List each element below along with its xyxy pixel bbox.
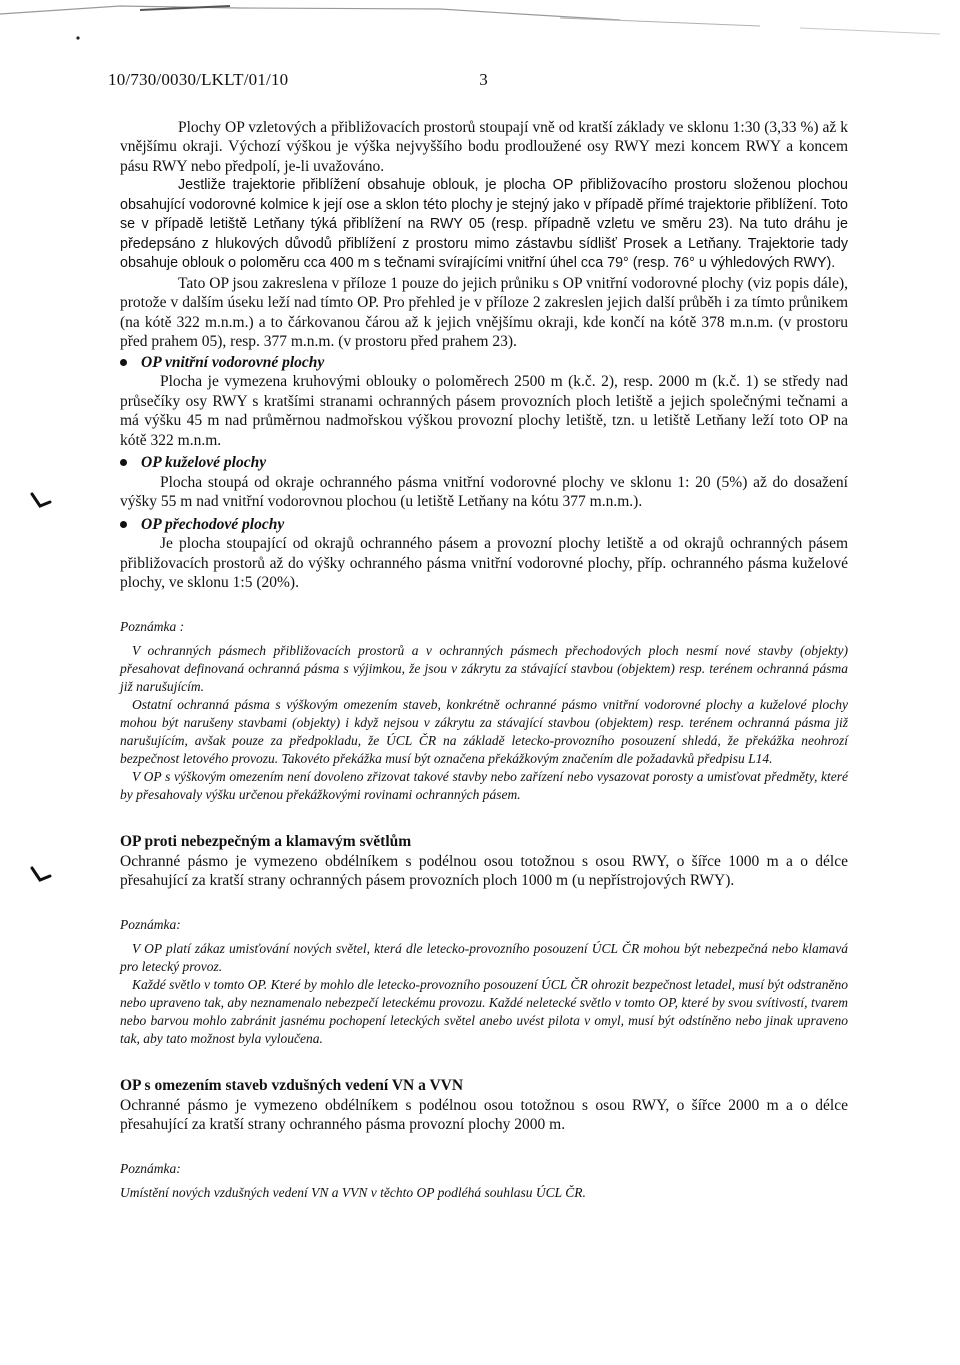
note-paragraph: V ochranných pásmech přibližovacích prostorů a v ochranných pásmech přechodových ploch nesmí nové stavby (objekty) přesahovat definovaná ochranná pásma s výjimkou, že jsou v zákrytu za stávající stavbou (objektem) resp. terénem ochranná pásma již narušujícím. [120,643,848,694]
bullet-title: OP kuželové plochy [120,453,848,473]
bullet-item [108,353,848,451]
intro-paragraph: Jestliže trajektorie přiblížení obsahuje oblouk, je plocha OP přibližovacího prostoru složenou plochou obsahující vodorovné kolmice k její ose a sklon této plochy je stejný jako v případě přímé trajektorie přiblížení. Toto se v případě letiště Letňany týká přiblížení na RWY 05 (resp. případně vzletu ve směru 23). Na tuto dráhu je předepsáno z hlukových důvodů přiblížení z prostoru mimo zástavbu sídlišť Prosek a Letňany. Trajektorie tady obsahuje oblouk o poloměru cca 400 m s tečnami svírajícími vnitřní úhel cca 79° (resp. 76° u výhledových RWY). [120,177,848,271]
bullet-body: Plocha je vymezena kruhovými oblouky o poloměrech 2500 m (k.č. 2), resp. 2000 m (k.č. 1) se středy nad průsečíky osy RWY s kratšími stranami ochranných pásem provozních ploch letiště a jejich společnými tečnami a má výšku 45 m nad průměrnou nadmořskou výškou provozní plochy letiště, tzn. u letiště Letňany leží toto OP na kótě 322 m.n.m. [120,373,848,449]
bullet-item [108,515,848,593]
note-paragraph: Umístění nových vzdušných vedení VN a VVN v těchto OP podléhá souhlasu ÚCL ČR. [120,1185,586,1200]
page-header [108,70,488,90]
page-number: 3 [479,70,488,89]
section-body: Ochranné pásmo je vymezeno obdélníkem s podélnou osou totožnou s osou RWY, o šířce 2000 m a o délce přesahující za kratší strany ochranného pásma provozní plochy 2000 m. [120,1096,848,1133]
document-page [108,70,848,1202]
bullet-body: Je plocha stoupající od okrajů ochranného pásem a provozní plochy letiště a od okrajů ochranných pásem přibližovacích prostorů až do výšky ochranného pásma vnitřní vodorovné plochy, příp. ochranného pásma kuželové plochy, ve sklonu 1:5 (20%). [120,535,848,591]
section-heading: OP s omezením staveb vzdušných vedení VN a VVN [120,1077,464,1094]
note-block [120,642,848,804]
bullet-icon [120,359,127,366]
scan-artifact-line [0,0,960,40]
bullet-icon [120,459,127,466]
note-paragraph: V OP platí zákaz umisťování nových světel, která dle letecko-provozního posouzení ÚCL ČR mohou být nebezpečná nebo klamavá pro letecký provoz. [120,941,848,974]
note-paragraph: Každé světlo v tomto OP. Které by mohlo dle letecko-provozního posouzení ÚCL ČR ohrozit bezpečnost letadel, musí být odstraněno nebo upraveno tak, aby neznamenalo nebezpečí leteckému provozu. Každé neletecké světlo v tomto OP, které by svou svítivostí, tvarem nebo barvou mohlo zabránit jasnému pochopení leteckých světel anebo uvést pilota v omyl, musí být odstíněno nebo jinak upraveno tak, aby tato možnost byla vyloučena. [120,977,848,1046]
bullet-body: Plocha stoupá od okraje ochranného pásma vnitřní vodorovné plochy ve sklonu 1: 20 (5%) až do dosažení výšky 55 m nad vnitřní vodorovnou plochou (u letiště Letňany na kótu 377 m.n.m.). [120,473,848,510]
document-id: 10/730/0030/LKLT/01/10 [108,70,289,89]
note-label: Poznámka : [120,618,185,634]
section-heading: OP proti nebezpečným a klamavým světlům [120,833,412,850]
note-block [120,1184,848,1202]
intro-paragraph: Tato OP jsou zakreslena v příloze 1 pouze do jejich průniku s OP vnitřní vodorovné plochy (viz popis dále), protože v dalším úseku leží nad tímto OP. Pro přehled je v příloze 2 zakreslen jejich další průběh i za tímto průnikem (na kótě 322 m.n.m.) a to čárkovanou čárou až k jejich vnějšímu okraji, kde končí na kótě 378 m.n.m. (v prostoru před prahem 05), resp. 377 m.n.m. (v prostoru před prahem 23). [120,274,848,350]
intro-paragraph: Plochy OP vzletových a přibližovacích prostorů stoupají vně od kratší základy ve sklonu 1:30 (3,33 %) až k vnějšímu okraji. Výchozí výškou je výška nejvyššího bodu prodloužené osy RWY mezi koncem RWY a koncem pásu RWY nebo předpolí, je-li uvažováno. [120,118,848,175]
note-block [120,940,848,1048]
bullet-title: OP přechodové plochy [120,515,848,535]
note-label: Poznámka: [120,1160,181,1176]
bullet-title: OP vnitřní vodorovné plochy [120,353,848,373]
bullet-icon [120,521,127,528]
binder-mark-icon [30,866,52,884]
note-paragraph: V OP s výškovým omezením není dovoleno zřizovat takové stavby nebo zařízení nebo vysazovat porosty a umisťovat předměty, které by přesahovaly výšku určenou překážkovými rovinami ochranných pásem. [120,769,848,802]
section-body: Ochranné pásmo je vymezeno obdélníkem s podélnou osou totožnou s osou RWY, o šířce 1000 m a o délce přesahující za kratší strany ochranných pásem provozních ploch 1000 m (u nepřístrojových RWY). [120,852,848,889]
bullet-item [108,453,848,512]
note-paragraph: Ostatní ochranná pásma s výškovým omezením staveb, konkrétně ochranné pásmo vnitřní vodorovné plochy a kuželové plochy mohou být narušeny stavbami (objekty) i když nejsou v zákrytu za stávající stavbou (objektem) resp. terénem ochranná pásma již narušujícím, avšak pouze za předpokladu, že ÚCL ČR na základě letecko-provozního posouzení shledá, že překážka neohrozí bezpečnost letového provozu. Takovéto překážka musí být označena překážkovým značením dle požadavků předpisu L14. [120,697,848,766]
note-label: Poznámka: [120,916,181,932]
binder-mark-icon [30,492,52,510]
